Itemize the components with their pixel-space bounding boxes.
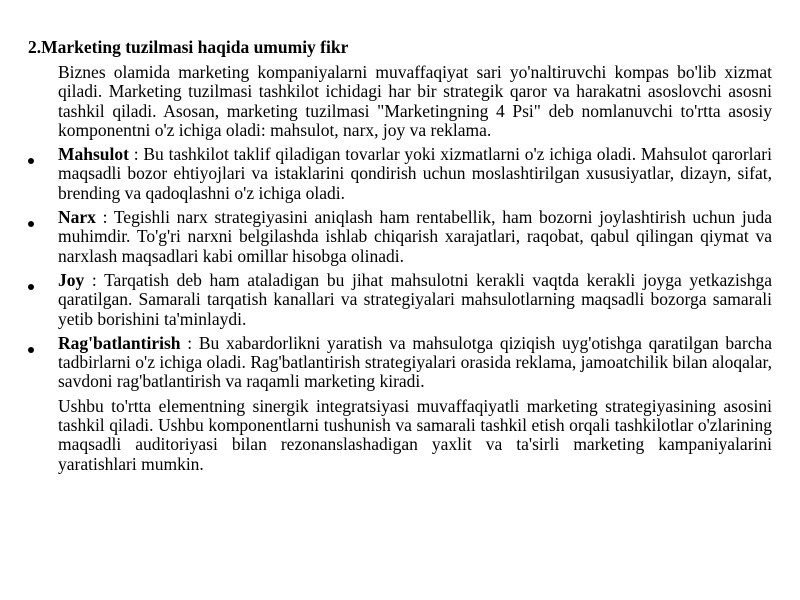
bullet-icon	[28, 271, 38, 290]
term-narx: Narx	[58, 207, 96, 228]
bullet-icon	[28, 145, 38, 164]
definition-joy: : Tarqatish deb ham ataladigan bu jihat mahsulotni kerakli vaqtda kerakli joyga yetkazishga qaratilgan. Samarali tarqatish kanallari va strategiyalari mahsulotlarning maqsadli bozorga samarali yetib borishini ta'minlaydi.	[58, 269, 772, 329]
definition-ragbatlantirish: : Bu xabardorlikni yaratish va mahsulotga qiziqish uyg'otishga qaratilgan barcha tadbirlarni o'z ichiga oladi. Rag'batlantirish strategiyalari orasida reklama, jamoatchilik bilan aloqalar, savdoni rag'batlantirish va raqamli marketing kiradi.	[58, 332, 772, 392]
definition-narx: : Tegishli narx strategiyasini aniqlash ham rentabellik, ham bozorni joylashtirish uchun juda muhimdir. To'g'ri narxni belgilashda ishlab chiqarish xarajatlari, raqobat, qabul qilingan qiymat va narxlash maqsadlari kabi omillar hisobga olinadi.	[58, 207, 772, 266]
list-item-mahsulot	[58, 145, 772, 203]
list-item-narx	[58, 208, 772, 266]
conclusion-paragraph: Ushbu to'rtta elementning sinergik integratsiyasi muvaffaqiyatli marketing strategiyasining asosini tashkil qiladi. Ushbu komponentlarni tushunish va samarali tashkil etish orqali tashkilotlar o'zlarining maqsadli auditoriyasi bilan rezonanslashadigan yaxlit va ta'sirli marketing kampaniyalarini yaratishlari mumkin.	[58, 395, 772, 474]
term-ragbatlantirish: Rag'batlantirish	[58, 332, 181, 353]
bullet-icon	[28, 208, 38, 227]
definition-mahsulot: : Bu tashkilot taklif qiladigan tovarlar yoki xizmatlarni o'z ichiga oladi. Mahsulot qarorlari maqsadli bozor ehtiyojlari va istaklarini qondirish uchun moslashtirilgan xususiyatlar, dizayn, sifat, brending va qadoqlashni o'z ichiga oladi.	[58, 144, 772, 203]
document-page	[28, 37, 772, 479]
list-item-ragbatlantirish	[58, 334, 772, 392]
term-mahsulot: Mahsulot	[58, 144, 129, 165]
intro-paragraph: Biznes olamida marketing kompaniyalarni muvaffaqiyat sari yo'naltiruvchi kompas bo'lib xizmat qiladi. Marketing tuzilmasi tashkilot ichidagi har bir strategik qaror va harakatni asoslovchi asosni tashkil qiladi. Asosan, marketing tuzilmasi "Marketingning 4 Psi" deb nomlanuvchi to'rtta asosiy komponentni o'z ichiga oladi: mahsulot, narx, joy va reklama.	[58, 62, 772, 140]
section-heading: 2.Marketing tuzilmasi haqida umumiy fikr	[28, 37, 349, 57]
components-list	[28, 145, 772, 392]
list-item-joy	[58, 271, 772, 329]
term-joy: Joy	[58, 269, 85, 290]
bullet-icon	[28, 334, 38, 353]
